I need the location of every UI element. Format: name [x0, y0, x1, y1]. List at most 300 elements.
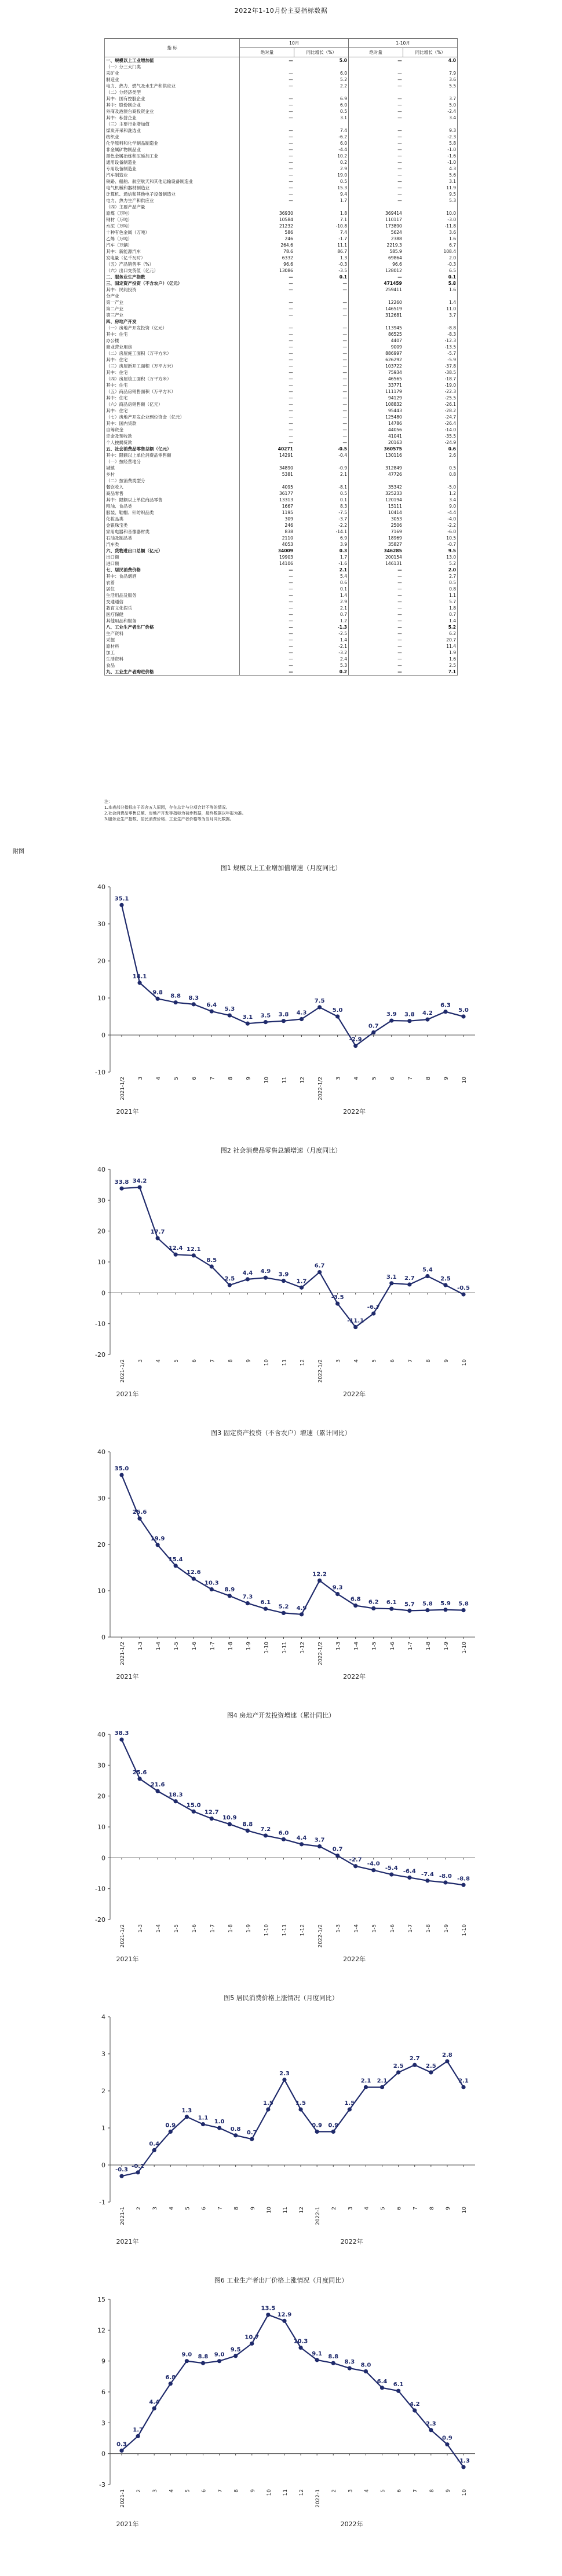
yoy-oct [294, 458, 349, 465]
data-label: 6.0 [278, 1830, 289, 1837]
data-label: 13.5 [261, 2305, 276, 2312]
row-label: 其中：限额以上单位商品零售 [105, 497, 240, 503]
table-row [105, 127, 458, 134]
yoy-oct: -4.4 [294, 146, 349, 153]
x-tick-label: 4 [353, 1077, 360, 1080]
abs-oct: 96.6 [283, 262, 293, 267]
table-row [105, 242, 458, 248]
abs-ytd: 69864 [388, 255, 402, 260]
abs-oct: — [289, 338, 293, 343]
data-label: 4.3 [296, 1010, 307, 1017]
table-row [105, 216, 458, 223]
abs-oct: 13086 [279, 268, 293, 273]
data-label: 6.1 [393, 2381, 404, 2388]
data-point [246, 1277, 250, 1281]
series-line [122, 905, 464, 1045]
data-label: 2.3 [279, 2070, 290, 2077]
data-label: 5.0 [458, 1007, 469, 1014]
data-label: 12.9 [277, 2311, 292, 2318]
abs-oct: 34890 [279, 465, 293, 471]
abs-oct: — [289, 71, 293, 76]
yoy-ytd [403, 318, 458, 325]
y-tick-label: 20 [97, 1541, 105, 1548]
abs-oct: 1195 [282, 510, 293, 515]
abs-ytd [348, 478, 403, 484]
data-point [136, 2434, 140, 2438]
row-label: 原煤（万吨） [105, 210, 240, 216]
abs-oct: — [289, 427, 293, 432]
yoy-oct: 0.5 [294, 108, 349, 115]
abs-ytd: 12260 [388, 300, 402, 305]
data-point [217, 2359, 221, 2363]
yoy-ytd: 3.6 [403, 76, 458, 83]
data-point [233, 2133, 238, 2137]
data-point [282, 2319, 286, 2323]
yoy-oct [294, 204, 349, 210]
yoy-ytd: 6.7 [403, 242, 458, 248]
yoy-ytd: 5.3 [403, 197, 458, 204]
yoy-ytd: 9.5 [403, 548, 458, 554]
yoy-ytd [403, 121, 458, 127]
table-row [105, 573, 458, 579]
abs-ytd: 46565 [388, 376, 402, 381]
chart-2 [75, 1144, 487, 1403]
yoy-ytd: 108.4 [403, 248, 458, 255]
data-point [152, 2406, 156, 2410]
yoy-ytd: -2.4 [403, 108, 458, 115]
row-label: 外商及港澳台商投资企业 [105, 108, 240, 115]
table-row [105, 408, 458, 414]
abs-oct: — [289, 300, 293, 305]
data-point [174, 1799, 178, 1803]
yoy-ytd: 10.5 [403, 535, 458, 541]
table-row [105, 382, 458, 388]
yoy-ytd: 1.6 [403, 287, 458, 293]
year-label: 2021年 [116, 1673, 139, 1680]
y-tick-label: 3 [101, 2050, 105, 2058]
yoy-oct: -2.5 [294, 630, 349, 637]
data-label: 1.0 [214, 2119, 225, 2125]
x-tick-label: 5 [371, 1077, 378, 1080]
x-tick-label: 1-4 [353, 1642, 360, 1650]
abs-oct: — [289, 109, 293, 114]
yoy-ytd [403, 293, 458, 299]
data-point [264, 1607, 268, 1611]
row-label: 教育文化娱乐 [105, 605, 240, 611]
row-label: 其中：国内贷款 [105, 420, 240, 427]
yoy-oct: -2.2 [294, 522, 349, 529]
chart-svg [75, 1440, 487, 1683]
yoy-oct: — [294, 414, 349, 420]
yoy-oct: -1.6 [294, 560, 349, 567]
yoy-oct: 0.1 [294, 497, 349, 503]
data-point [174, 1564, 178, 1568]
abs-ytd: 146519 [385, 306, 402, 311]
data-point [119, 1473, 123, 1477]
x-tick-label: 7 [407, 1077, 414, 1080]
row-label: 其中：住宅 [105, 357, 240, 363]
y-tick-label: 30 [97, 1762, 105, 1770]
row-label: 其中：民间投资 [105, 287, 240, 293]
row-label: 乡村 [105, 471, 240, 478]
table-row [105, 541, 458, 548]
x-tick-label: 3 [335, 1077, 342, 1080]
data-point [429, 2070, 433, 2074]
yoy-ytd: 5.0 [403, 102, 458, 108]
data-point [364, 2369, 368, 2373]
data-label: 12.7 [204, 1809, 219, 1816]
abs-ytd: 35342 [388, 485, 402, 490]
data-point [137, 1777, 141, 1781]
year-label: 2021年 [116, 1108, 139, 1115]
data-label: -8.8 [457, 1876, 470, 1883]
table-row [105, 433, 458, 439]
chart-4 [75, 1709, 487, 1968]
abs-oct [240, 293, 294, 299]
table-row [105, 471, 458, 478]
table-row [105, 274, 458, 280]
row-label: （一）房地产开发投资（亿元） [105, 325, 240, 331]
table-row [105, 478, 458, 484]
table-row [105, 452, 458, 458]
y-tick-label: 10 [97, 1587, 105, 1595]
row-label: 进口额 [105, 560, 240, 567]
row-label: 定金及预收款 [105, 433, 240, 439]
x-tick-label: 6 [192, 1359, 198, 1363]
table-row [105, 89, 458, 96]
y-tick-label: 30 [97, 1495, 105, 1502]
yoy-oct: 0.2 [294, 159, 349, 166]
x-tick-label: 1-12 [300, 1642, 306, 1654]
abs-ytd: — [397, 586, 402, 592]
data-point [137, 1185, 141, 1189]
yoy-oct: 2.9 [294, 166, 349, 172]
y-tick-label: 4 [101, 2013, 105, 2021]
x-tick-label: 1-5 [371, 1924, 378, 1933]
yoy-ytd: 3.4 [403, 497, 458, 503]
data-point [315, 2130, 319, 2134]
abs-oct: — [289, 650, 293, 655]
yoy-oct [294, 478, 349, 484]
abs-oct: — [289, 185, 293, 190]
x-tick-label: 4 [169, 2489, 175, 2493]
abs-ytd: — [397, 77, 402, 82]
yoy-ytd: 5.2 [403, 624, 458, 630]
x-tick-label: 4 [156, 1077, 162, 1080]
x-tick-label: 1-4 [156, 1642, 162, 1650]
abs-oct: — [289, 128, 293, 133]
row-label: 电气机械和器材制造业 [105, 185, 240, 191]
data-point [425, 1878, 429, 1883]
series-line [122, 2061, 464, 2176]
x-tick-label: 3 [348, 2489, 354, 2493]
abs-ytd: 18969 [388, 535, 402, 541]
yoy-oct: 7.4 [294, 127, 349, 134]
data-label: 7.2 [260, 1826, 271, 1833]
abs-ytd: 259411 [385, 287, 402, 292]
table-row [105, 197, 458, 204]
yoy-ytd: 0.6 [403, 446, 458, 452]
row-label: 黑色金属冶炼和压延加工业 [105, 153, 240, 159]
abs-ytd: — [397, 58, 402, 63]
row-label: （一）按经营地分 [105, 458, 240, 465]
data-label: 9.0 [214, 2351, 225, 2358]
row-label: 煤炭开采和洗选业 [105, 127, 240, 134]
yoy-ytd: 1.8 [403, 605, 458, 611]
abs-ytd [348, 458, 403, 465]
x-tick-label: 1-6 [389, 1642, 396, 1650]
data-point [389, 1607, 393, 1611]
yoy-ytd: -28.2 [403, 408, 458, 414]
yoy-oct: 0.3 [294, 548, 349, 554]
abs-ytd: 20163 [388, 440, 402, 445]
data-label: -1.3 [457, 2457, 470, 2464]
yoy-ytd: -8.3 [403, 331, 458, 337]
yoy-oct: — [294, 312, 349, 318]
data-point [156, 1543, 160, 1547]
abs-oct: — [289, 313, 293, 318]
data-label: 1.5 [295, 2100, 306, 2107]
data-point [389, 1018, 393, 1022]
x-tick-label: 1-6 [192, 1642, 198, 1650]
abs-ytd: — [397, 599, 402, 604]
yoy-oct: — [294, 420, 349, 427]
row-label: 出口额 [105, 554, 240, 560]
data-label: 4.9 [260, 1268, 271, 1275]
table-row [105, 312, 458, 318]
yoy-oct: -3.2 [294, 649, 349, 656]
abs-oct: 264.6 [280, 243, 293, 248]
note-line: 3.服务业生产指数、居民消费价格、工业生产者价格等为当月同比数据。 [104, 817, 234, 821]
yoy-oct: 1.4 [294, 637, 349, 643]
chart-svg [75, 2288, 487, 2531]
data-point [353, 1603, 357, 1608]
row-label: 水泥（万吨） [105, 223, 240, 229]
data-point [353, 1044, 357, 1048]
x-tick-label: 12 [300, 1359, 306, 1366]
y-tick-label: -3 [99, 2481, 105, 2489]
abs-ytd: 120194 [385, 497, 402, 502]
row-label: 乙烯（万吨） [105, 236, 240, 242]
yoy-oct: 2.1 [294, 567, 349, 573]
year-label: 2022年 [340, 2238, 363, 2245]
row-label: 餐饮收入 [105, 484, 240, 490]
yoy-oct: -1.3 [294, 624, 349, 630]
data-point [371, 1311, 375, 1315]
x-tick-label: 1-8 [425, 1642, 432, 1650]
yoy-ytd: 11.9 [403, 185, 458, 191]
table-row [105, 357, 458, 363]
data-label: 1.3 [181, 2107, 192, 2114]
x-tick-label: 8 [429, 2489, 435, 2493]
row-label: （七）房地产开发企业到位资金（亿元） [105, 414, 240, 420]
abs-oct: — [289, 192, 293, 197]
data-label: 10.3 [293, 2338, 308, 2345]
abs-oct [240, 318, 294, 325]
data-point [461, 2085, 465, 2089]
row-label: 九、工业生产者购进价格 [105, 669, 240, 676]
data-point [264, 1833, 268, 1837]
x-tick-label: 1-5 [174, 1642, 180, 1650]
x-tick-label: 2 [136, 2207, 143, 2210]
table-row [105, 293, 458, 299]
data-point [246, 1022, 250, 1026]
yoy-ytd: -5.9 [403, 357, 458, 363]
data-label: 0.8 [230, 2126, 241, 2133]
data-label: 0.7 [332, 1846, 343, 1853]
x-tick-label: 3 [138, 1077, 144, 1080]
data-label: 3.7 [314, 1837, 325, 1844]
abs-oct: — [289, 306, 293, 311]
abs-oct: — [289, 580, 293, 585]
table-row [105, 280, 458, 287]
data-point [331, 2130, 335, 2134]
data-label: 6.1 [386, 1599, 397, 1606]
yoy-ytd: 11.0 [403, 306, 458, 312]
yoy-oct: — [294, 363, 349, 369]
table-row [105, 223, 458, 229]
abs-ytd: — [397, 147, 402, 152]
table-row [105, 255, 458, 261]
row-label: 六、货物进出口总额（亿元） [105, 548, 240, 554]
data-label: 0.7 [246, 2130, 257, 2137]
data-point [137, 1517, 141, 1521]
x-tick-label: 4 [169, 2207, 175, 2210]
data-point [119, 1186, 123, 1190]
x-tick-label: 5 [185, 2489, 191, 2493]
row-label: （五）商品房销售面积（万平方米） [105, 388, 240, 395]
abs-ytd: — [397, 102, 402, 108]
yoy-ytd: 6.2 [403, 630, 458, 637]
x-tick-label: 1-6 [389, 1924, 396, 1933]
abs-ytd: 146131 [385, 561, 402, 566]
yoy-oct: -8.1 [294, 484, 349, 490]
data-point [185, 2359, 189, 2363]
data-point [461, 1883, 465, 1887]
year-label: 2021年 [116, 1955, 139, 1963]
abs-oct: — [289, 287, 293, 292]
y-tick-label: 10 [97, 995, 105, 1002]
row-label: 生活资料 [105, 656, 240, 662]
data-label: 8.5 [206, 1257, 217, 1264]
data-point [318, 1270, 322, 1274]
x-tick-label: 6 [201, 2489, 207, 2493]
table-row [105, 618, 458, 624]
yoy-oct: 7.1 [294, 216, 349, 223]
data-point [210, 1009, 214, 1013]
x-tick-label: 9 [250, 2489, 256, 2493]
abs-oct [240, 478, 294, 484]
row-label: 一、规模以上工业增加值 [105, 57, 240, 64]
table-row [105, 637, 458, 643]
table-row [105, 102, 458, 108]
data-label: 0.4 [149, 2141, 160, 2148]
row-label: 粮油、食品类 [105, 503, 240, 509]
abs-oct: 1667 [282, 504, 293, 509]
abs-oct: — [289, 332, 293, 337]
abs-ytd: — [397, 198, 402, 203]
x-tick-label: 2022-1 [315, 2207, 322, 2225]
table-row [105, 439, 458, 446]
table-row [105, 529, 458, 535]
abs-oct: — [289, 434, 293, 439]
table-row [105, 669, 458, 676]
yoy-oct: 5.2 [294, 76, 349, 83]
data-point [461, 1014, 465, 1018]
abs-oct: 838 [284, 529, 293, 534]
data-point [443, 1880, 447, 1884]
chart-svg [75, 1158, 487, 1401]
table-row [105, 503, 458, 509]
data-label: 4.4 [149, 2399, 160, 2406]
abs-oct: 246 [284, 236, 293, 241]
data-point [413, 2408, 417, 2412]
abs-ytd: — [397, 96, 402, 101]
yoy-oct: -1.7 [294, 236, 349, 242]
row-label: 钢材（万吨） [105, 216, 240, 223]
x-tick-label: 1-11 [282, 1642, 288, 1654]
row-label: 其中：住宅 [105, 382, 240, 388]
data-point [185, 2115, 189, 2119]
abs-oct: — [289, 198, 293, 203]
yoy-ytd: -5.0 [403, 484, 458, 490]
data-point [371, 1606, 375, 1610]
data-point [364, 2085, 368, 2089]
abs-oct: — [289, 383, 293, 388]
row-label: 五、社会消费品零售总额（亿元） [105, 446, 240, 452]
x-tick-label: 1-8 [425, 1924, 432, 1933]
data-label: 19.9 [150, 1535, 165, 1542]
data-label: 2.7 [404, 1275, 415, 1282]
x-tick-label: 10 [264, 1077, 270, 1084]
data-label: 12.6 [186, 1569, 201, 1576]
abs-ytd: 75934 [388, 370, 402, 375]
chart-title: 图3 固定资产投资（不含农户）增速（累计同比） [211, 1429, 351, 1437]
data-label: -0.2 [132, 2163, 145, 2170]
data-label: 2.1 [360, 2078, 371, 2085]
abs-ytd: — [397, 637, 402, 643]
x-tick-label: 4 [364, 2207, 370, 2210]
table-row [105, 344, 458, 350]
abs-ytd: 369414 [385, 211, 402, 216]
yoy-ytd: 1.9 [403, 649, 458, 656]
y-tick-label: 15 [97, 2296, 105, 2303]
yoy-oct: — [294, 331, 349, 337]
abs-ytd: 128012 [385, 268, 402, 273]
yoy-oct: — [294, 401, 349, 408]
abs-oct: — [289, 281, 293, 286]
abs-oct: — [289, 325, 293, 331]
x-tick-label: 2021-1/2 [120, 1077, 126, 1100]
data-point [300, 1017, 304, 1021]
row-label: 采矿业 [105, 70, 240, 76]
yoy-oct: -10.8 [294, 223, 349, 229]
data-point [461, 1608, 465, 1612]
x-tick-label: 1-9 [246, 1642, 252, 1650]
yoy-ytd: 2.6 [403, 452, 458, 458]
table-row [105, 624, 458, 630]
yoy-ytd: -4.0 [403, 516, 458, 522]
data-point [389, 1873, 393, 1877]
table-row [105, 172, 458, 178]
row-label: 生活用品及服务 [105, 592, 240, 599]
yoy-ytd: 4.0 [403, 57, 458, 64]
abs-ytd: 312681 [385, 313, 402, 318]
x-tick-label: 1-4 [156, 1924, 162, 1933]
data-label: -6.4 [403, 1868, 416, 1875]
data-label: 2.8 [442, 2052, 452, 2058]
yoy-oct: — [294, 382, 349, 388]
